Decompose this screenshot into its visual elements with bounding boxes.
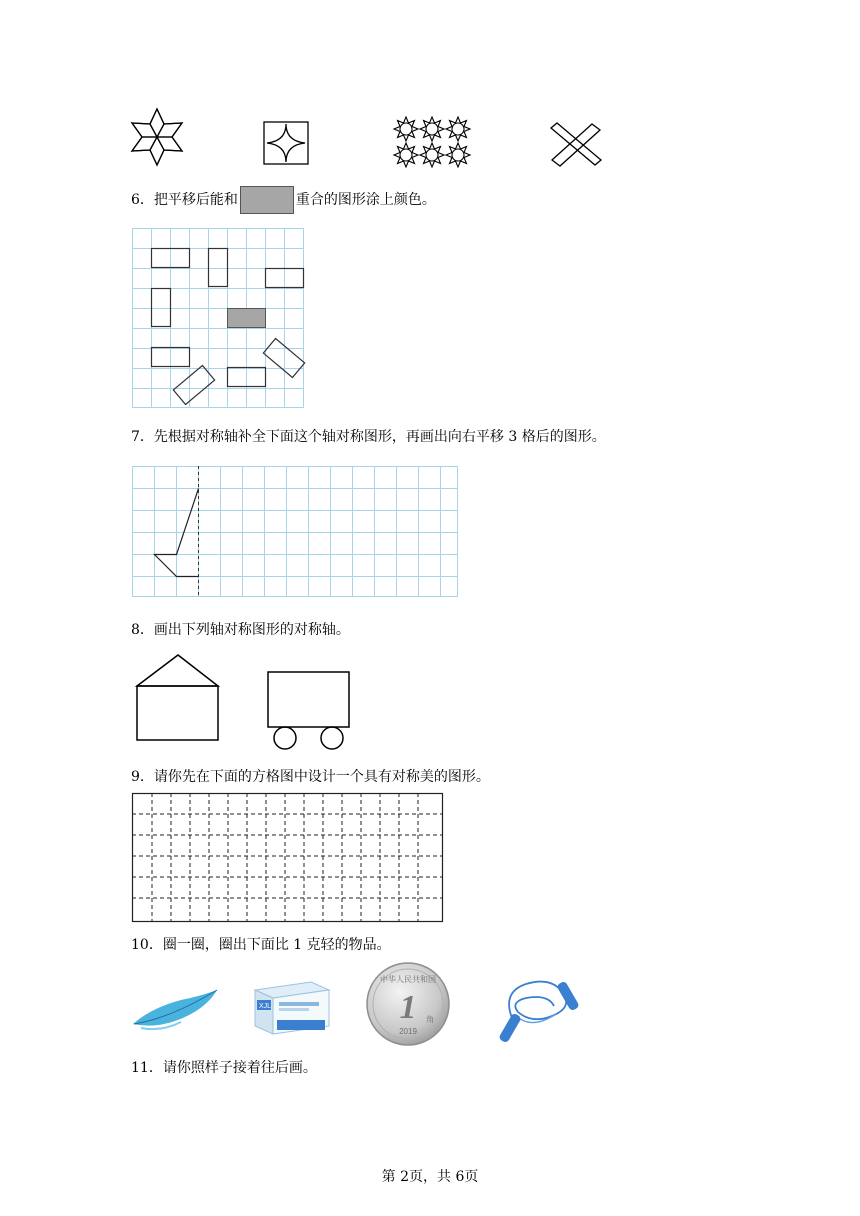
feather-image[interactable] [131,988,219,1032]
sun-pattern-figure [393,116,471,168]
jump-rope-image[interactable] [492,972,584,1044]
cross-figure [548,120,604,168]
translation-grid [132,228,306,408]
square-star-figure [263,121,309,165]
question-6-text-before: 6．把平移后能和 [131,192,238,208]
page-footer: 第 2页，共 6页 [381,1169,479,1185]
grid-rectangle[interactable] [209,249,228,287]
design-grid[interactable] [132,793,444,923]
question-11-text: 11．请你照样子接着往后画。 [131,1060,317,1076]
star-figure [128,107,186,167]
tissue-box-image[interactable] [251,976,331,1036]
question-6 [131,186,436,214]
question-6-text-after: 重合的图形涂上颜色。 [295,192,436,208]
question-10-text: 10．圈一圈，圈出下面比 1 克轻的物品。 [131,937,391,953]
coin-image[interactable] [366,962,450,1046]
coin-unit: 角 [426,1015,434,1024]
coin-issuer: 中华人民共和国 [380,975,436,984]
shaded-rectangle-example [240,186,294,214]
cart-figure [267,671,351,751]
symmetry-grid [132,466,458,597]
question-9-text: 9．请你先在下面的方格图中设计一个具有对称美的图形。 [131,769,490,785]
coin-year: 2019 [399,1027,417,1036]
grid-rectangle[interactable] [152,289,171,327]
shaded-rectangle [228,309,266,328]
question-7-text: 7．先根据对称轴补全下面这个轴对称图形，再画出向右平移 3 格后的图形。 [131,429,606,445]
question-8-text: 8．画出下列轴对称图形的对称轴。 [131,622,350,638]
tissue-box-brand: XJL [259,1003,272,1010]
coin-denomination: 1 [399,989,417,1026]
house-figure [136,654,220,742]
